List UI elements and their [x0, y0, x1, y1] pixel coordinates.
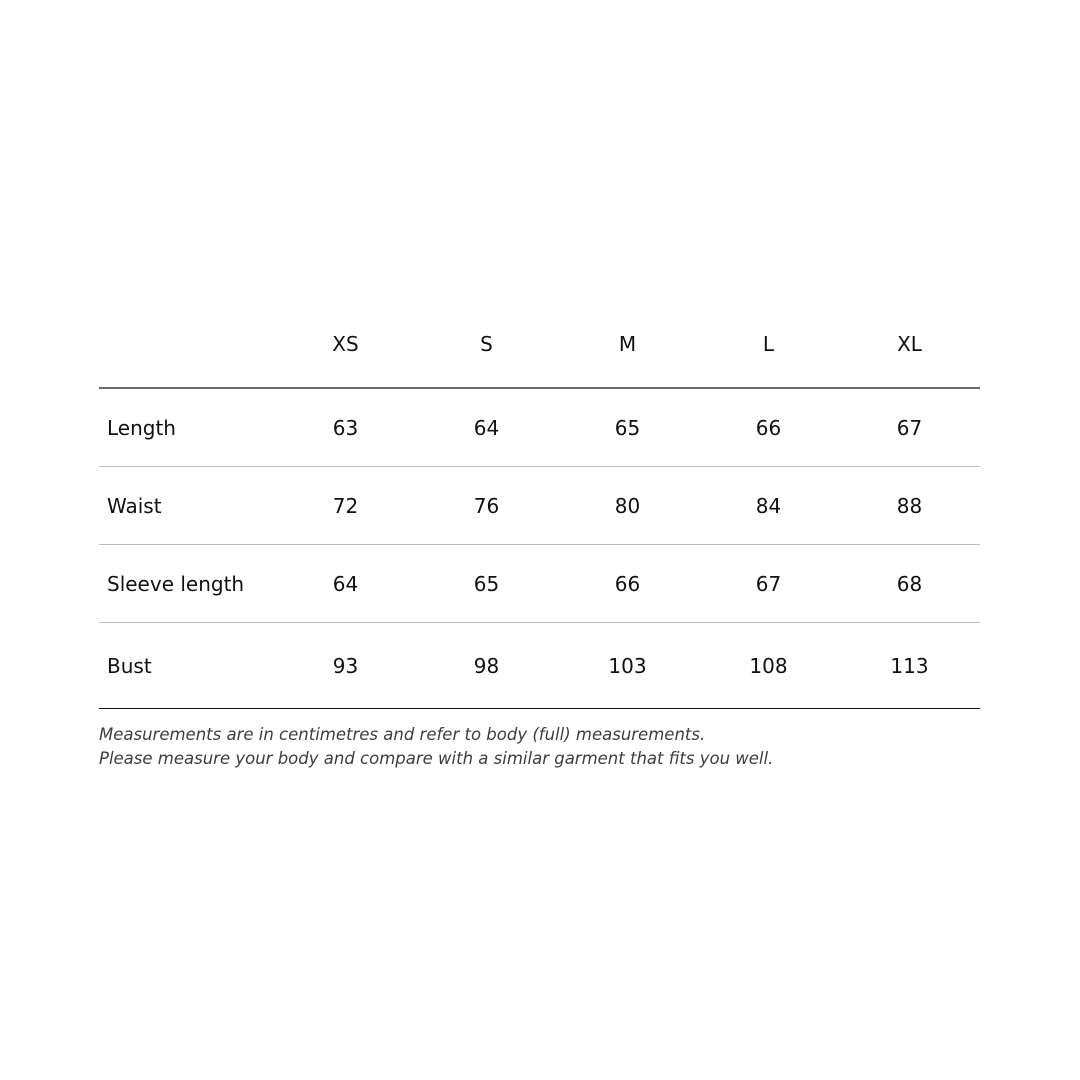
table-cell: 65 — [557, 388, 698, 467]
measurement-note — [99, 723, 946, 771]
size-header-m: M — [557, 300, 698, 388]
table-row-bust — [99, 623, 980, 709]
size-header-l: L — [698, 300, 839, 388]
size-header-s: S — [416, 300, 557, 388]
table-cell: 63 — [275, 388, 416, 467]
table-cell: 66 — [557, 545, 698, 623]
size-chart-table — [99, 300, 980, 709]
row-label: Waist — [99, 467, 275, 545]
table-cell: 93 — [275, 623, 416, 709]
measurement-note-line-1: Measurements are in centimetres and refer to body (full) measurements. — [99, 725, 706, 744]
row-label: Length — [99, 388, 275, 467]
table-cell: 65 — [416, 545, 557, 623]
table-cell: 72 — [275, 467, 416, 545]
table-cell: 67 — [698, 545, 839, 623]
table-cell: 67 — [839, 388, 980, 467]
table-cell: 108 — [698, 623, 839, 709]
table-cell: 64 — [275, 545, 416, 623]
table-cell: 113 — [839, 623, 980, 709]
table-cell: 76 — [416, 467, 557, 545]
table-cell: 88 — [839, 467, 980, 545]
measurement-note-line-2: Please measure your body and compare with a similar garment that fits you well. — [99, 749, 774, 768]
header-row — [99, 300, 980, 388]
table-cell: 98 — [416, 623, 557, 709]
table-cell: 84 — [698, 467, 839, 545]
table-cell: 80 — [557, 467, 698, 545]
table-cell: 64 — [416, 388, 557, 467]
size-chart — [99, 300, 946, 771]
table-cell: 103 — [557, 623, 698, 709]
header-corner-cell — [99, 300, 275, 388]
table-row-sleeve-length — [99, 545, 980, 623]
table-row-waist — [99, 467, 980, 545]
table-cell: 68 — [839, 545, 980, 623]
size-header-xl: XL — [839, 300, 980, 388]
row-label: Bust — [99, 623, 275, 709]
table-cell: 66 — [698, 388, 839, 467]
size-header-xs: XS — [275, 300, 416, 388]
table-row-length — [99, 388, 980, 467]
row-label: Sleeve length — [99, 545, 275, 623]
